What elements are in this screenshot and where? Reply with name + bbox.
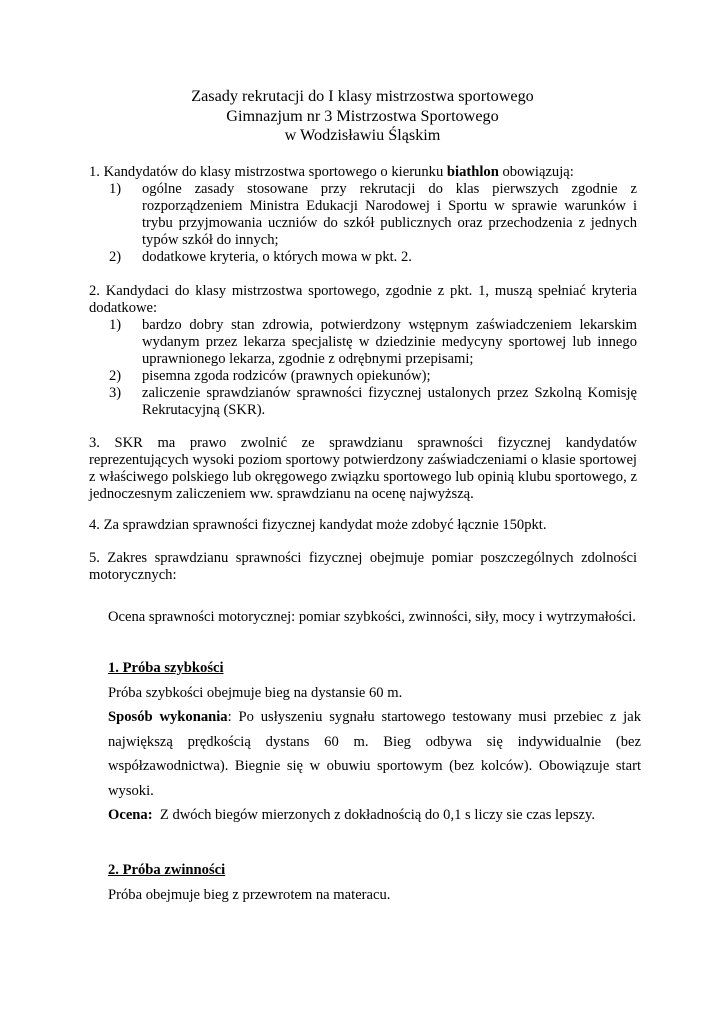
proba-2-heading: 2. Próba zwinności bbox=[108, 862, 226, 878]
proba-1-description: Próba szybkości obejmuje bieg na dystansie 60 m. bbox=[108, 684, 403, 701]
section-4-text: 4. Za sprawdzian sprawności fizycznej kandydat może zdobyć łącznie 150pkt. bbox=[89, 517, 547, 533]
list-item bbox=[89, 317, 637, 368]
list-item-text: bardzo dobry stan zdrowia, potwierdzony wstępnym zaświadczeniem lekarskim wydanym przez lekarza specjalistę w dziedzinie medycyny sportowej lub innego uprawnionego lekarza, zgodnie z odrębnymi przepisami; bbox=[142, 317, 637, 367]
list-item-text: pisemna zgoda rodziców (prawnych opiekunów); bbox=[142, 368, 431, 384]
section-2-list bbox=[89, 317, 637, 419]
list-item-text: ogólne zasady stosowane przy rekrutacji do klas pierwszych zgodnie z rozporządzeniem Ministra Edukacji Narodowej i Sportu w sprawie warunków i trybu przyjmowania uczniów do szkół publicznych oraz przechodzenia z jednych typów szkół do innych; bbox=[142, 181, 637, 248]
section-2 bbox=[89, 283, 637, 419]
proba-1-heading: 1. Próba szybkości bbox=[108, 660, 224, 676]
list-item bbox=[89, 249, 637, 266]
section-1-intro-text: 1. Kandydatów do klasy mistrzostwa sportowego o kierunku bbox=[89, 164, 447, 180]
document-title bbox=[0, 87, 725, 146]
title-line-2: Gimnazjum nr 3 Mistrzostwa Sportowego bbox=[226, 106, 499, 125]
list-item-number: 1) bbox=[109, 181, 122, 197]
list-item-number: 2) bbox=[109, 249, 122, 265]
section-5-text: 5. Zakres sprawdzianu sprawności fizycznej obejmuje pomiar poszczególnych zdolności motorycznych: bbox=[89, 550, 637, 583]
section-1-list bbox=[89, 181, 637, 266]
section-1-intro bbox=[89, 164, 637, 181]
list-item bbox=[89, 181, 637, 249]
list-item-text: dodatkowe kryteria, o których mowa w pkt. 2. bbox=[142, 249, 412, 265]
section-4 bbox=[89, 517, 637, 534]
proba-1-method-label: Sposób wykonania bbox=[108, 709, 228, 725]
list-item bbox=[89, 385, 637, 419]
section-5 bbox=[89, 550, 637, 584]
list-item-number: 2) bbox=[109, 368, 122, 384]
proba-1-score-text: Z dwóch biegów mierzonych z dokładnością do 0,1 s liczy sie czas lepszy. bbox=[152, 807, 596, 823]
section-1-intro-bold: biathlon bbox=[446, 164, 499, 180]
proba-1-score-label: Ocena: bbox=[108, 807, 153, 823]
proba-1-block bbox=[108, 656, 641, 828]
section-1 bbox=[89, 164, 637, 266]
title-line-3: w Wodzisławiu Śląskim bbox=[284, 126, 441, 144]
section-3 bbox=[89, 435, 637, 503]
list-item-text: zaliczenie sprawdzianów sprawności fizycznej ustalonych przez Szkolną Komisję Rekrutacyjną (SKR). bbox=[142, 385, 637, 418]
proba-2-description: Próba obejmuje bieg z przewrotem na materacu. bbox=[108, 886, 391, 903]
proba-1-method-text: : Po usłyszeniu sygnału startowego testowany musi przebiec z jak największą prędkością dystans 60 m. Bieg odbywa się indywidualnie (bez współzawodnictwa). Biegnie się w obuwiu sportowym (bez kolców). Obowiązuje start wysoki. bbox=[108, 709, 641, 799]
list-item bbox=[89, 368, 637, 385]
section-2-intro: 2. Kandydaci do klasy mistrzostwa sportowego, zgodnie z pkt. 1, muszą spełniać kryteria dodatkowe: bbox=[89, 283, 637, 316]
list-item-number: 1) bbox=[109, 317, 122, 333]
assessment-lead: Ocena sprawności motorycznej: pomiar szybkości, zwinności, siły, mocy i wytrzymałości. bbox=[108, 609, 636, 625]
section-1-intro-end: obowiązują: bbox=[498, 164, 574, 180]
proba-1-score bbox=[108, 803, 641, 828]
title-line-1: Zasady rekrutacji do I klasy mistrzostwa sportowego bbox=[191, 87, 534, 105]
proba-1-method bbox=[108, 705, 641, 803]
section-3-text: 3. SKR ma prawo zwolnić ze sprawdzianu sprawności fizycznej kandydatów reprezentujących wysoki poziom sportowy potwierdzony zaświadczeniami o klasie sportowej z właściwego polskiego lub okręgowego związku sportowego lub opinią klubu sportowego, z jednoczesnym zaliczeniem ww. sprawdzianu na ocenę najwyższą. bbox=[89, 435, 637, 502]
proba-2-block bbox=[108, 858, 641, 907]
list-item-number: 3) bbox=[109, 385, 122, 401]
